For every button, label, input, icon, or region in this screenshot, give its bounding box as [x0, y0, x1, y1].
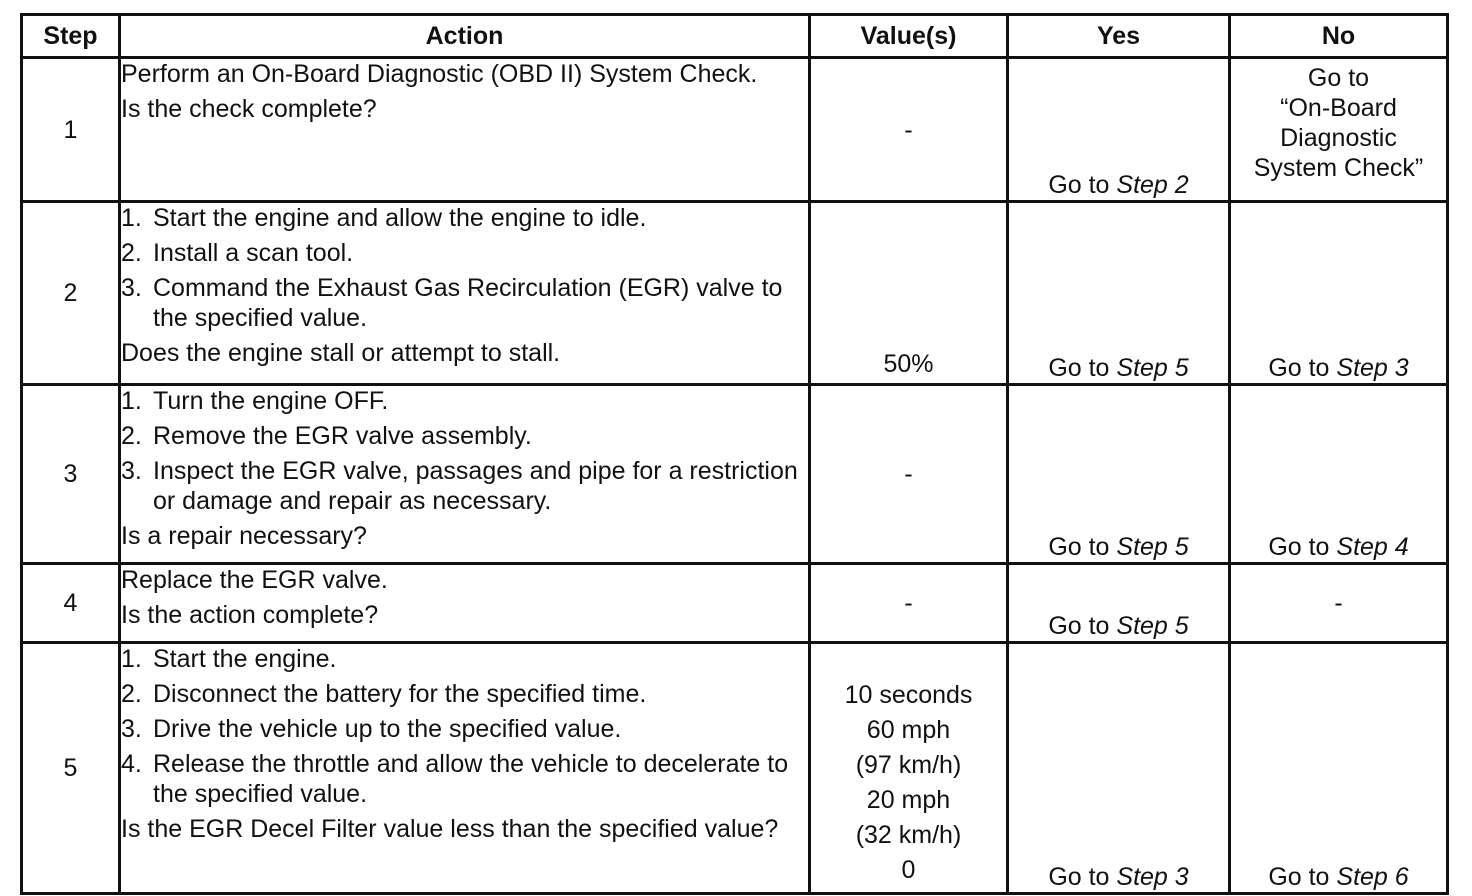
item-text: Disconnect the battery for the specified time. — [153, 680, 647, 708]
item-number: 1. — [121, 645, 142, 673]
item-number: 3. — [121, 457, 142, 485]
item-number: 2. — [121, 239, 142, 267]
action-list-item — [121, 714, 808, 744]
no-link[interactable] — [1268, 533, 1408, 561]
yes-link[interactable] — [1048, 863, 1188, 891]
action-question: Does the engine stall or attempt to stall. — [121, 339, 561, 367]
no-text-line: Go to — [1307, 64, 1370, 92]
item-text: Remove the EGR valve assembly. — [153, 422, 532, 450]
no-cell: - — [1230, 564, 1448, 643]
value-cell — [810, 643, 1008, 894]
item-text: Release the throttle and allow the vehicle to decelerate to the specified value. — [153, 750, 789, 808]
action-cell — [120, 385, 810, 564]
table-row — [22, 202, 1448, 385]
item-text: Start the engine. — [153, 645, 337, 673]
value-line: 10 seconds — [844, 681, 973, 709]
step-reference: Step 5 — [1116, 533, 1189, 561]
go-to-label: Go to — [1268, 863, 1337, 891]
step-number: 4 — [22, 564, 120, 643]
step-number: 5 — [22, 643, 120, 894]
action-list-item — [121, 749, 808, 809]
item-text: Install a scan tool. — [153, 239, 354, 267]
go-to-label: Go to — [1048, 354, 1117, 382]
item-text: Start the engine and allow the engine to idle. — [153, 204, 647, 232]
item-number: 3. — [121, 274, 142, 302]
yes-cell — [1008, 202, 1230, 385]
action-question: Is the action complete? — [121, 601, 379, 629]
value-cell: - — [810, 564, 1008, 643]
step-reference: Step 5 — [1116, 354, 1189, 382]
action-list-item — [121, 456, 808, 516]
action-cell — [120, 643, 810, 894]
go-to-label: Go to — [1048, 612, 1117, 640]
action-text: Replace the EGR valve. — [121, 566, 388, 594]
no-text-line: Diagnostic — [1280, 124, 1397, 152]
step-reference: Step 3 — [1116, 863, 1189, 891]
step-reference: Step 4 — [1336, 533, 1409, 561]
yes-cell — [1008, 643, 1230, 894]
action-list-item — [121, 238, 808, 268]
step-reference: Step 2 — [1116, 171, 1189, 199]
table-row — [22, 564, 1448, 643]
item-text: Drive the vehicle up to the specified value. — [153, 715, 622, 743]
yes-link[interactable] — [1048, 171, 1188, 199]
value-cell: - — [810, 58, 1008, 202]
header-values: Value(s) — [810, 15, 1008, 58]
value-line: 0 — [901, 856, 916, 884]
no-cell — [1230, 643, 1448, 894]
action-list-item — [121, 679, 808, 709]
header-row — [22, 15, 1448, 58]
action-question: Is a repair necessary? — [121, 522, 367, 550]
no-cell — [1230, 385, 1448, 564]
item-number: 1. — [121, 204, 142, 232]
go-to-label: Go to — [1048, 171, 1117, 199]
item-number: 2. — [121, 422, 142, 450]
action-text: Perform an On-Board Diagnostic (OBD II) System Check. — [121, 60, 758, 88]
go-to-label: Go to — [1048, 863, 1117, 891]
step-number: 3 — [22, 385, 120, 564]
value-line: 60 mph — [866, 716, 951, 744]
step-number: 1 — [22, 58, 120, 202]
header-step: Step — [22, 15, 120, 58]
yes-link[interactable] — [1048, 354, 1188, 382]
value-cell: 50% — [810, 202, 1008, 385]
action-cell — [120, 564, 810, 643]
header-action: Action — [120, 15, 810, 58]
step-number: 2 — [22, 202, 120, 385]
item-number: 3. — [121, 715, 142, 743]
value-cell: - — [810, 385, 1008, 564]
no-link[interactable] — [1268, 354, 1408, 382]
action-list-item — [121, 386, 808, 416]
value-line: (97 km/h) — [855, 751, 962, 779]
header-yes: Yes — [1008, 15, 1230, 58]
no-cell — [1230, 202, 1448, 385]
item-number: 2. — [121, 680, 142, 708]
action-cell — [120, 58, 810, 202]
action-list-item — [121, 421, 808, 451]
table-row — [22, 58, 1448, 202]
diagnostic-table — [20, 13, 1449, 895]
item-number: 1. — [121, 387, 142, 415]
item-text: Inspect the EGR valve, passages and pipe for a restriction or damage and repair as necessary. — [153, 457, 798, 515]
value-line: (32 km/h) — [855, 821, 962, 849]
step-reference: Step 3 — [1336, 354, 1409, 382]
yes-cell — [1008, 385, 1230, 564]
no-cell — [1230, 58, 1448, 202]
action-list-item — [121, 644, 808, 674]
go-to-label: Go to — [1268, 354, 1337, 382]
yes-cell — [1008, 564, 1230, 643]
go-to-label: Go to — [1268, 533, 1337, 561]
no-text-line: “On-Board — [1280, 94, 1397, 122]
action-cell — [120, 202, 810, 385]
action-list-item — [121, 203, 808, 233]
action-question: Is the EGR Decel Filter value less than the specified value? — [121, 815, 779, 843]
action-question: Is the check complete? — [121, 95, 377, 123]
header-no: No — [1230, 15, 1448, 58]
step-reference: Step 6 — [1336, 863, 1409, 891]
item-number: 4. — [121, 750, 142, 778]
action-list-item — [121, 273, 808, 333]
go-to-label: Go to — [1048, 533, 1117, 561]
yes-cell — [1008, 58, 1230, 202]
table-row — [22, 385, 1448, 564]
value-line: 20 mph — [866, 786, 951, 814]
no-text-line: System Check” — [1253, 154, 1424, 182]
item-text: Turn the engine OFF. — [153, 387, 389, 415]
item-text: Command the Exhaust Gas Recirculation (EGR) valve to the specified value. — [153, 274, 783, 332]
step-reference: Step 5 — [1116, 612, 1189, 640]
table-row — [22, 643, 1448, 894]
yes-link[interactable] — [1048, 612, 1188, 640]
yes-link[interactable] — [1048, 533, 1188, 561]
no-link[interactable] — [1268, 863, 1408, 891]
